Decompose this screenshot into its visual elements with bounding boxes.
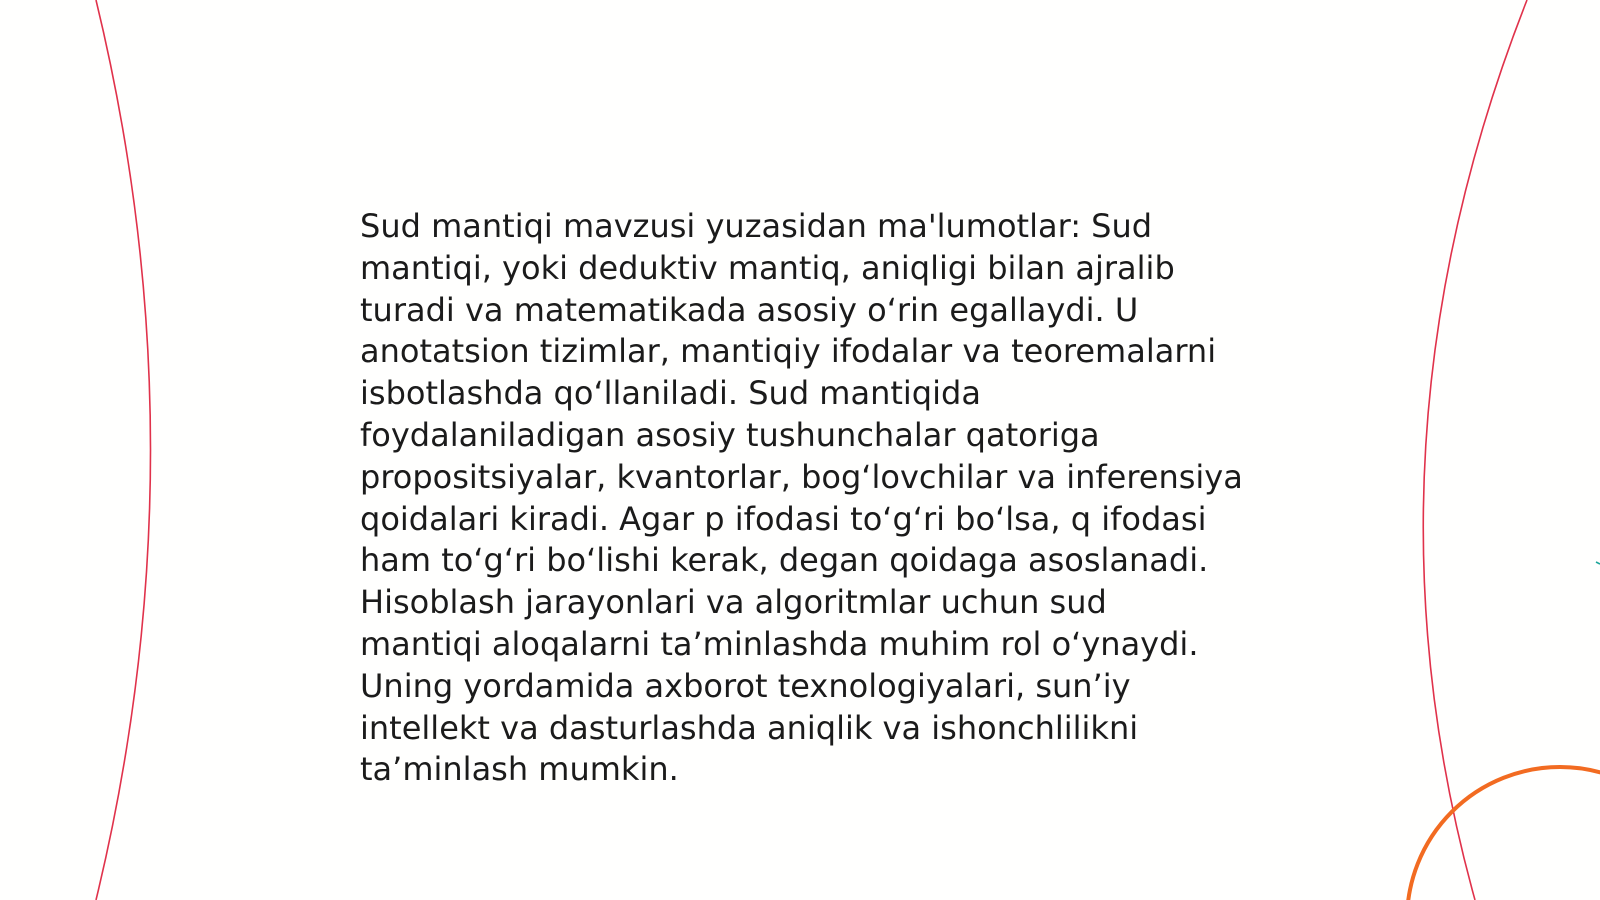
body-line-10: Hisoblash jarayonlari va algoritmlar uchun sud bbox=[360, 583, 1107, 622]
body-line-6: foydalaniladigan asosiy tushunchalar qatoriga bbox=[360, 415, 1100, 454]
body-line-12: Uning yordamida axborot texnologiyalari, sunʼiy bbox=[360, 666, 1131, 705]
left-red-arc bbox=[96, 0, 151, 900]
body-line-8: qoidalari kiradi. Agar p ifodasi toʻgʻri boʻlsa, q ifodasi bbox=[360, 499, 1207, 538]
body-line-13: intellekt va dasturlashda aniqlik va ishonchlilikni bbox=[360, 708, 1139, 747]
right-red-arc bbox=[1423, 0, 1527, 900]
body-line-14: taʼminlash mumkin. bbox=[360, 750, 679, 789]
teal-accent-mark bbox=[1596, 562, 1600, 564]
body-line-4: anotatsion tizimlar, mantiqiy ifodalar va teoremalarni bbox=[360, 332, 1217, 371]
body-line-5: isbotlashda qoʻllaniladi. Sud mantiqida bbox=[360, 374, 981, 413]
body-line-3: turadi va matematikada asosiy oʻrin egallaydi. U bbox=[360, 290, 1139, 329]
body-line-1: Sud mantiqi mavzusi yuzasidan ma'lumotlar: Sud bbox=[360, 207, 1153, 245]
bottom-right-orange-circle bbox=[1407, 767, 1600, 900]
body-line-2: mantiqi, yoki deduktiv mantiq, aniqligi bilan ajralib bbox=[360, 248, 1175, 287]
body-line-9: ham toʻgʻri boʻlishi kerak, degan qoidaga asoslanadi. bbox=[360, 541, 1209, 580]
body-line-7: propositsiyalar, kvantorlar, bogʻlovchilar va inferensiya bbox=[360, 457, 1243, 496]
body-text bbox=[360, 206, 1260, 791]
body-line-11: mantiqi aloqalarni taʼminlashda muhim rol oʻynaydi. bbox=[360, 624, 1199, 663]
